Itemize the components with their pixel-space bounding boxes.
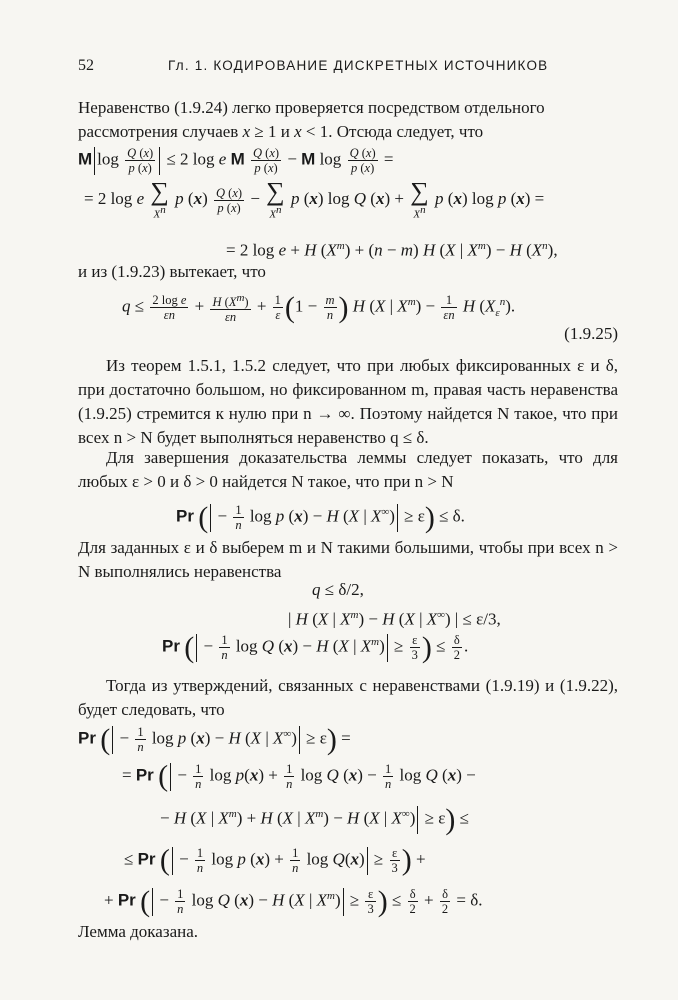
condition-1: q ≤ δ/2, [312, 580, 364, 599]
final-formula-line-2: = Pr ( − $\frac{1}{n}$ log p(x) + $\frac{1}{n}$ log Q (x) − $\frac{1}{n}$ log Q (x) − [122, 759, 476, 793]
final-formula-line-5: + Pr ( − $\frac{1}{n}$ log Q (x) − H (X | $X^m$) ≥ $\frac{\varepsilon}{3}$ ) ≤ $\frac{\delta}{2}$ + $\frac{\delta}{2}$ = δ. [104, 884, 483, 918]
paragraph-2: Из теорем 1.5.1, 1.5.2 следует, что при любых фиксированных ε и δ, при достаточно большом, но фиксированном m, правая часть неравенства (1.9.25) стремится к нулю при n → ∞. Поэтому найдется N такое, что при всех n > N будет выполняться неравенство q ≤ δ. [78, 356, 618, 447]
condition-3: Pr ( − $\frac{1}{n}$ log Q (x) − H (X | $X^m$) ≥ $\frac{\varepsilon}{3}$ ) ≤ $\frac{\delta}{2}$ . [162, 630, 469, 664]
paragraph-1 [78, 96, 618, 144]
formula-pr-1: Pr ( − $\frac{1}{n}$ log p (x) − H (X | X∞) ≥ ε) ≤ δ. [176, 500, 465, 534]
paragraph-5: Тогда из утверждений, связанных с неравенствами (1.9.19) и (1.9.22), будет следовать, что [78, 676, 618, 719]
final-formula-line-4: ≤ Pr ( − $\frac{1}{n}$ log p (x) + $\frac{1}{n}$ log Q(x) ≥ $\frac{\varepsilon}{3}$ ) + [124, 843, 426, 877]
condition-2: | H (X | $X^m) - H$ (X | X∞) | ≤ ε/3, [288, 609, 501, 629]
final-formula-line-1: Pr ( − $\frac{1}{n}$ log p (x) − H (X | X∞) ≥ ε) = [78, 722, 351, 756]
formula-line-2: = 2 log e ∑ $X^n$ p (x) $\frac{Q (x)}{p (x)}$ − ∑ $X^n$ p (x) log Q (x) + ∑ $X^n$ p (x) log p (x) = [84, 177, 545, 221]
final-formula-line-3: − H (X | $X^m) + H$ (X | $X^m) - H$ (X | X∞) ≥ ε) ≤ [160, 802, 469, 836]
paragraph-4: Для заданных ε и δ выберем m и N такими большими, чтобы при всех n > N выполнялись неравенства [78, 538, 618, 581]
formula-line-1: M log $\frac{Q (x)}{p (x)}$ ≤ 2 log e M $\frac{Q (x)}{p (x)}$ − M log $\frac{Q (x)}{p (x)}$ = [78, 146, 394, 175]
page-number: 52 [78, 57, 94, 74]
paragraph-1-line-1: Неравенство (1.9.24) легко проверяется посредством отдельного [78, 98, 545, 117]
formula-line-3: = 2 log e + H $(X^m) + (n - m)$ H (X | $X^m) - H$ $(X^n)$, [226, 240, 558, 260]
paragraph-3: Для завершения доказательства леммы следует показать, что для любых ε > 0 и δ > 0 найдется N такое, что при n > N [78, 448, 618, 491]
closing-statement: Лемма доказана. [78, 922, 199, 941]
equation-1-9-25: q ≤ $\frac{\text{2 log e}}{\varepsilon n}$ + $\frac{H (X^m)}{\varepsilon n}$ + $\frac{1}{\varepsilon}$ (1 − $\frac{m}{n}$ ) H (X | $X^m$) − $\frac{1}{\varepsilon n}$ H $(X_\varepsilon^n)$. [122, 290, 516, 325]
running-head: Гл. 1. КОДИРОВАНИЕ ДИСКРЕТНЫХ ИСТОЧНИКОВ [168, 58, 549, 73]
text-after-formula: и из (1.9.23) вытекает, что [78, 262, 266, 281]
equation-number: (1.9.25) [564, 324, 618, 343]
paragraph-1-line-2: рассмотрения случаев x ≥ 1 и x < 1. Отсюда следует, что [78, 122, 484, 141]
